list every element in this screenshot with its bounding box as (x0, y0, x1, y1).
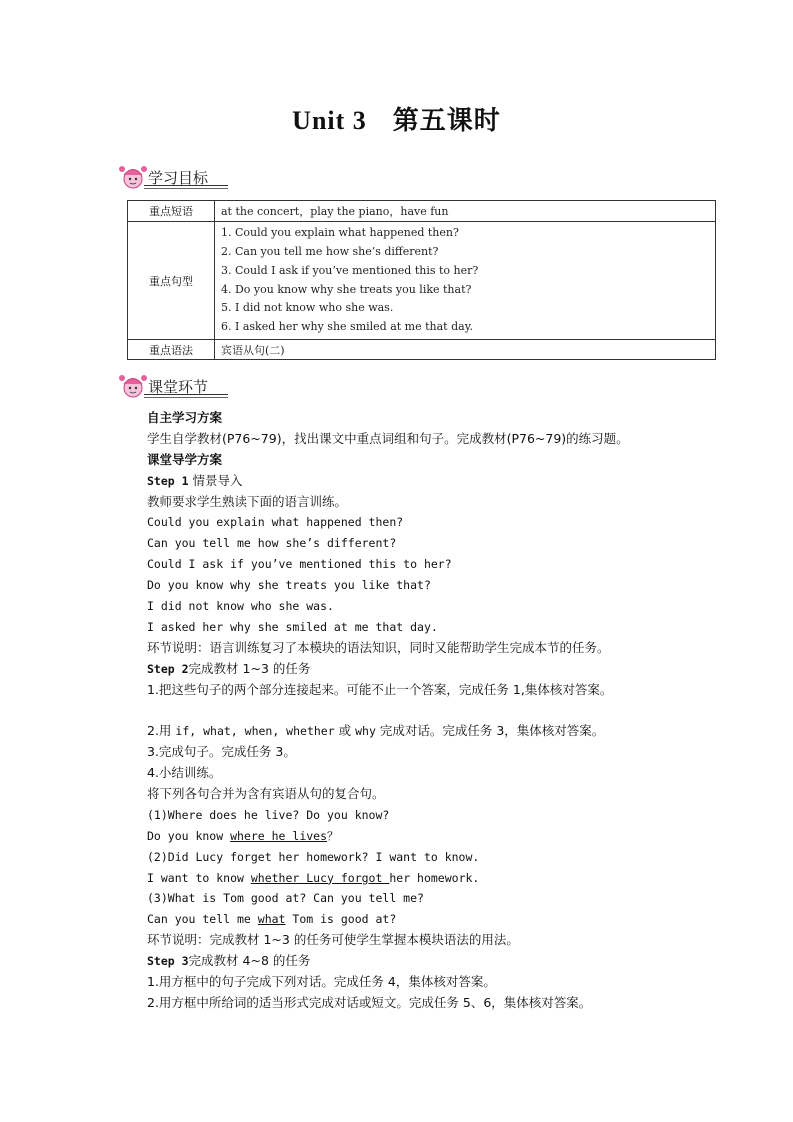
goal-key: 重点语法 (128, 340, 215, 360)
list-item: 4. Do you know why she treats you like that? (221, 282, 472, 296)
exercise-question: (1)Where does he live? Do you know? (147, 807, 390, 822)
cartoon-girl-icon (118, 372, 148, 400)
goals-header-label: 学习目标 (148, 169, 209, 187)
list-item: 3. Could I ask if you’ve mentioned this to her? (221, 263, 479, 277)
goal-key: 重点句型 (128, 222, 215, 340)
list-item: 5. I did not know who she was. (221, 301, 394, 315)
exercise-answer: Do you know where he lives？ (147, 828, 339, 843)
step2-item3: 3.完成句子。完成任务 3。 (147, 744, 296, 760)
step3-heading: Step 3完成教材 4~8 的任务 (147, 953, 311, 969)
exercise-question: (2)Did Lucy forget her homework? I want to know. (147, 849, 480, 864)
table-row (128, 222, 716, 340)
page-title (0, 100, 793, 137)
step3-item2: 2.用方框中所给词的适当形式完成对话或短文。完成任务 5、6，集体核对答案。 (147, 994, 592, 1010)
step1-note: 环节说明：语言训练复习了本模块的语法知识，同时又能帮助学生完成本节的任务。 (147, 639, 610, 655)
step2-note: 环节说明：完成教材 1~3 的任务可使学生掌握本模块语法的用法。 (147, 932, 519, 948)
step2-heading: Step 2完成教材 1~3 的任务 (147, 660, 311, 676)
lesson-label: 第五课时 (392, 106, 501, 135)
goal-value: 宾语从句(二) (215, 340, 716, 360)
step2-instruction: 将下列各句合并为含有宾语从句的复合句。 (147, 786, 385, 802)
exercise-answer: I want to know whether Lucy forgot her homework. (147, 870, 480, 885)
step1-heading: Step 1 情景导入 (147, 472, 243, 488)
goal-sentences (215, 222, 716, 340)
step3-item1: 1.用方框中的句子完成下列对话。完成任务 4，集体核对答案。 (147, 974, 496, 990)
unit-label: Unit 3 (292, 106, 367, 135)
step2-item2: 2.用 if, what, when, whether 或 why 完成对话。完成任务 3，集体核对答案。 (147, 723, 605, 739)
step2-item1: 1.把这些句子的两个部分连接起来。可能不止一个答案，完成任务 1,集体核对答案。 (147, 681, 613, 697)
list-item: 1. Could you explain what happened then? (221, 226, 459, 240)
drill-line: I asked her why she smiled at me that day. (147, 619, 438, 634)
drill-line: I did not know who she was. (147, 599, 334, 614)
goals-table (127, 200, 716, 360)
list-item: 6. I asked her why she smiled at me that day. (221, 320, 473, 334)
drill-line: Do you know why she treats you like that? (147, 578, 431, 593)
goal-value: at the concert，play the piano，have fun (215, 201, 716, 222)
list-item: 2. Can you tell me how she’s different? (221, 244, 439, 258)
cartoon-girl-icon (118, 163, 148, 191)
goal-key: 重点短语 (128, 201, 215, 222)
guide-title: 课堂导学方案 (147, 451, 223, 467)
drill-line: Can you tell me how she’s different? (147, 536, 397, 551)
table-row (128, 340, 716, 360)
exercise-answer: Can you tell me what Tom is good at? (147, 912, 397, 927)
step1-text: 教师要求学生熟读下面的语言训练。 (147, 493, 348, 509)
drill-line: Could I ask if you’ve mentioned this to her? (147, 557, 452, 572)
self-study-title: 自主学习方案 (147, 410, 223, 425)
drill-line: Could you explain what happened then? (147, 515, 404, 530)
exercise-question: (3)What is Tom good at? Can you tell me? (147, 891, 424, 906)
self-study-text: 学生自学教材(P76~79)，找出课文中重点词组和句子。完成教材(P76~79)的练习题。 (147, 430, 629, 446)
class-header-label: 课堂环节 (148, 378, 209, 396)
table-row (128, 201, 716, 222)
step2-item4: 4.小结训练。 (147, 765, 222, 781)
lesson-body (147, 408, 707, 1014)
